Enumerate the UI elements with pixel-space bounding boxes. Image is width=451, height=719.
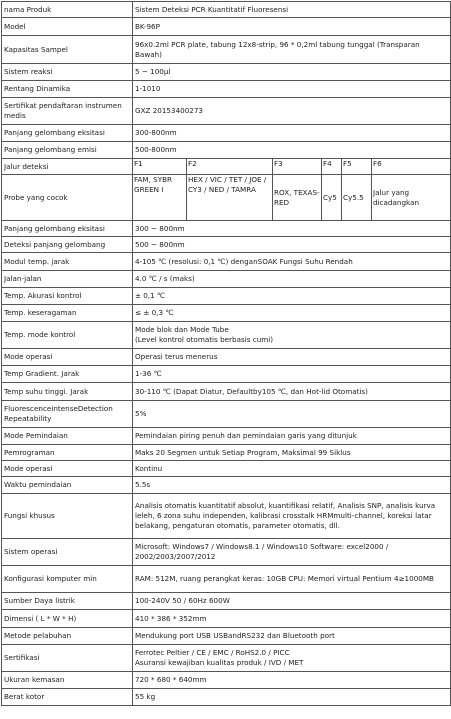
row-value-line: Mode blok dan Mode Tube bbox=[135, 325, 229, 334]
row-label: nama Produk bbox=[2, 2, 133, 18]
row-value: 5% bbox=[133, 401, 451, 428]
table-row bbox=[2, 494, 451, 539]
table-row bbox=[2, 64, 451, 81]
row-label: Ukuran kemasan bbox=[2, 672, 133, 689]
row-value: 5 ~ 100μl bbox=[133, 64, 451, 81]
table-row bbox=[2, 125, 451, 142]
probe-cell: Cy5.5 bbox=[342, 175, 372, 221]
row-label: Waktu pemindaian bbox=[2, 477, 133, 494]
table-row bbox=[2, 2, 451, 18]
row-label: Panjang gelombang emisi bbox=[2, 142, 133, 159]
row-value-line: Asuransi kewajiban kualitas produk / IVD / MET bbox=[135, 658, 304, 667]
table-row bbox=[2, 689, 451, 706]
row-label: Rentang Dinamika bbox=[2, 81, 133, 98]
row-label: Temp. keseragaman bbox=[2, 305, 133, 322]
table-row bbox=[2, 81, 451, 98]
row-label: FluorescenceintenseDetection Repeatability bbox=[2, 401, 133, 428]
channel-header: F2 bbox=[187, 159, 273, 175]
row-label: Jalan-jalan bbox=[2, 271, 133, 288]
table-row bbox=[2, 383, 451, 401]
table-row bbox=[2, 98, 451, 125]
row-value-line: Ferrotec Peltier / CE / EMC / RoHS2.0 / PICC bbox=[135, 648, 290, 657]
channel-header: F3 bbox=[273, 159, 322, 175]
table-row bbox=[2, 271, 451, 288]
row-value: 4-105 ℃ (resolusi: 0,1 ℃) denganSOAK Fungsi Suhu Rendah bbox=[133, 253, 451, 271]
row-value: 5.5s bbox=[133, 477, 451, 494]
row-value: Operasi terus menerus bbox=[133, 349, 451, 366]
row-value: Microsoft: Windows7 / Windows8.1 / Windows10 Software: excel2000 / 2002/2003/2007/2012 bbox=[133, 539, 451, 566]
row-value: RAM: 512M, ruang perangkat keras: 10GB CPU: Memori virtual Pentium 4≥1000MB bbox=[133, 566, 451, 593]
channel-header: F4 bbox=[322, 159, 342, 175]
table-row bbox=[2, 461, 451, 477]
detection-channel-label: Jalur deteksi bbox=[2, 159, 133, 175]
row-label: Fungsi khusus bbox=[2, 494, 133, 539]
probe-cell: FAM, SYBR GREEN I bbox=[133, 175, 187, 221]
row-label: Sumber Daya listrik bbox=[2, 593, 133, 610]
row-value: 720 * 680 * 640mm bbox=[133, 672, 451, 689]
row-value: 55 kg bbox=[133, 689, 451, 706]
row-label: Konfigurasi komputer min bbox=[2, 566, 133, 593]
row-label: Dimensi ( L * W * H) bbox=[2, 610, 133, 628]
row-value: ± 0,1 ℃ bbox=[133, 288, 451, 305]
probe-cell: HEX / VIC / TET / JOE / CY3 / NED / TAMRA bbox=[187, 175, 273, 221]
row-label: Kapasitas Sampel bbox=[2, 36, 133, 64]
row-label: Panjang gelombang eksitasi bbox=[2, 125, 133, 142]
row-label: Sistem operasi bbox=[2, 539, 133, 566]
probe-cell: Jalur yang dicadangkan bbox=[372, 175, 451, 221]
probe-cell: ROX, TEXAS-RED bbox=[273, 175, 322, 221]
specification-table bbox=[1, 1, 451, 706]
row-value: 30-110 ℃ (Dapat Diatur, Defaultby105 ℃, dan Hot-lid Otomatis) bbox=[133, 383, 451, 401]
row-value: Sistem Deteksi PCR Kuantitatif Fluoresensi bbox=[133, 2, 451, 18]
row-value-line: (Level kontrol otomatis berbasis cumi) bbox=[135, 335, 274, 344]
row-value: 300 ~ 800nm bbox=[133, 221, 451, 237]
table-row bbox=[2, 428, 451, 445]
row-value: ≤ ± 0,3 ℃ bbox=[133, 305, 451, 322]
row-value: Mendukung port USB USBandRS232 dan Bluetooth port bbox=[133, 628, 451, 645]
row-label: Sertifikat pendaftaran instrumen medis bbox=[2, 98, 133, 125]
row-value: GXZ 20153400273 bbox=[133, 98, 451, 125]
row-label: Temp suhu tinggi. Jarak bbox=[2, 383, 133, 401]
table-row bbox=[2, 672, 451, 689]
table-row bbox=[2, 349, 451, 366]
row-label: Modul temp. jarak bbox=[2, 253, 133, 271]
row-value bbox=[133, 645, 451, 672]
table-row bbox=[2, 645, 451, 672]
row-value: 410 * 386 * 352mm bbox=[133, 610, 451, 628]
row-value: Pemindaian piring penuh dan pemindaian garis yang ditunjuk bbox=[133, 428, 451, 445]
row-label: Temp. mode kontrol bbox=[2, 322, 133, 349]
row-label: Metode pelabuhan bbox=[2, 628, 133, 645]
probe-label: Probe yang cocok bbox=[2, 175, 133, 221]
row-value: 96x0.2ml PCR plate, tabung 12x8-strip, 96 * 0,2ml tabung tunggal (Transparan Bawah) bbox=[133, 36, 451, 64]
row-label: Berat kotor bbox=[2, 689, 133, 706]
table-row bbox=[2, 539, 451, 566]
table-row bbox=[2, 322, 451, 349]
table-row bbox=[2, 288, 451, 305]
row-value: 100-240V 50 / 60Hz 600W bbox=[133, 593, 451, 610]
row-label: Model bbox=[2, 18, 133, 36]
row-label: Mode operasi bbox=[2, 349, 133, 366]
table-row bbox=[2, 253, 451, 271]
table-row bbox=[2, 445, 451, 461]
table-row bbox=[2, 593, 451, 610]
row-value: 1-36 ℃ bbox=[133, 366, 451, 383]
table-row bbox=[2, 366, 451, 383]
channel-header: F6 bbox=[372, 159, 451, 175]
probe-row bbox=[2, 175, 451, 221]
table-row bbox=[2, 237, 451, 253]
row-label: Temp. Akurasi kontrol bbox=[2, 288, 133, 305]
row-label: Panjang gelombang eksitasi bbox=[2, 221, 133, 237]
table-row bbox=[2, 142, 451, 159]
table-row bbox=[2, 305, 451, 322]
probe-cell: Cy5 bbox=[322, 175, 342, 221]
row-value bbox=[133, 322, 451, 349]
row-value: 300-800nm bbox=[133, 125, 451, 142]
table-row bbox=[2, 477, 451, 494]
table-row bbox=[2, 18, 451, 36]
row-value: Kontinu bbox=[133, 461, 451, 477]
table-row bbox=[2, 36, 451, 64]
spec-table-container bbox=[1, 1, 450, 706]
channel-header-row bbox=[2, 159, 451, 175]
row-value: Maks 20 Segmen untuk Setiap Program, Maksimal 99 Siklus bbox=[133, 445, 451, 461]
row-label: Sistem reaksi bbox=[2, 64, 133, 81]
row-label: Mode operasi bbox=[2, 461, 133, 477]
row-value: BK-96P bbox=[133, 18, 451, 36]
table-row bbox=[2, 610, 451, 628]
table-row bbox=[2, 401, 451, 428]
row-label: Temp Gradient. Jarak bbox=[2, 366, 133, 383]
row-value: 1-1010 bbox=[133, 81, 451, 98]
row-label: Pemrograman bbox=[2, 445, 133, 461]
row-label: Mode Pemindaian bbox=[2, 428, 133, 445]
table-row bbox=[2, 628, 451, 645]
table-row bbox=[2, 221, 451, 237]
row-label: Deteksi panjang gelombang bbox=[2, 237, 133, 253]
row-value: 4.0 ℃ / s (maks) bbox=[133, 271, 451, 288]
row-value: 500-800nm bbox=[133, 142, 451, 159]
row-value: Analisis otomatis kuantitatif absolut, kuantifikasi relatif, Analisis SNP, analisis kurva leleh, 6 zona suhu independen, kalibrasi crosstalk HRMmulti-channel, koreksi latar belakang, pengaturan otomatis, parameter otomatis, dll. bbox=[133, 494, 451, 539]
channel-header: F1 bbox=[133, 159, 187, 175]
table-row bbox=[2, 566, 451, 593]
channel-header: F5 bbox=[342, 159, 372, 175]
row-value: 500 ~ 800nm bbox=[133, 237, 451, 253]
row-label: Sertifikasi bbox=[2, 645, 133, 672]
